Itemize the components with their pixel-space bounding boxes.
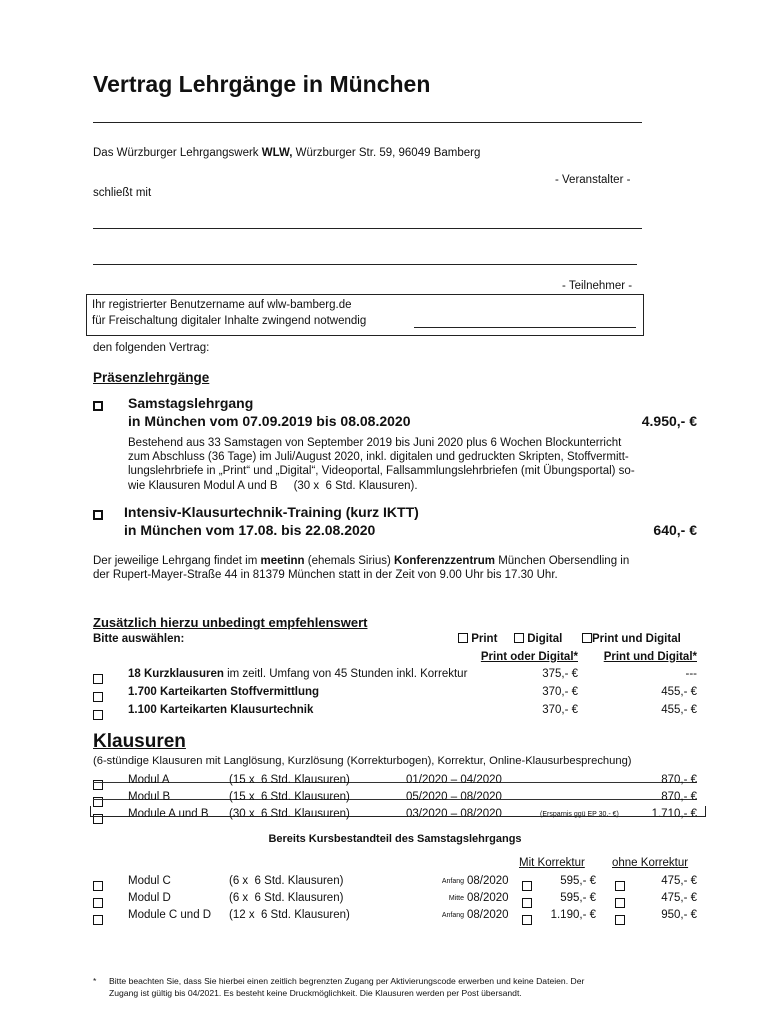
klausur-row-count: (6 x 6 Std. Klausuren) bbox=[229, 875, 344, 887]
klausur-row-start: 08/2020 bbox=[467, 875, 509, 887]
samstag-subtitle: in München vom 07.09.2019 bis 08.08.2020 bbox=[128, 413, 411, 429]
struck-row-count: (15 x 6 Std. Klausuren) bbox=[229, 791, 350, 803]
extra-row-price-2: 455,- € bbox=[661, 686, 697, 698]
klausur-row-checkbox[interactable] bbox=[93, 877, 103, 895]
checkbox-icon bbox=[615, 915, 625, 925]
with-correction-checkbox[interactable] bbox=[522, 911, 532, 929]
klausur-row-price-without: 475,- € bbox=[661, 875, 697, 887]
venue-type: Konferenzzentrum bbox=[394, 555, 495, 567]
participant-address-line[interactable] bbox=[93, 264, 637, 265]
included-note: Bereits Kursbestandteil des Samstagslehrgangs bbox=[268, 833, 522, 845]
struck-row-name: Modul A bbox=[128, 774, 170, 786]
struck-row-period: 05/2020 – 08/2020 bbox=[406, 791, 502, 803]
checkbox-icon bbox=[522, 898, 532, 908]
struck-row-name: Module A und B bbox=[128, 808, 209, 820]
checkbox-icon bbox=[458, 633, 468, 643]
struck-row-price: 870,- € bbox=[661, 791, 697, 803]
klausur-row-start: 08/2020 bbox=[467, 892, 509, 904]
iktt-subtitle: in München vom 17.08. bis 22.08.2020 bbox=[124, 522, 376, 538]
samstag-title: Samstagslehrgang bbox=[128, 395, 254, 411]
klausur-row-price-with: 595,- € bbox=[560, 875, 596, 887]
struck-row-note: (Ersparnis ggü EP 30,- €) bbox=[540, 811, 619, 818]
extra-row-price-1: 370,- € bbox=[542, 686, 578, 698]
klausur-row-name: Modul C bbox=[128, 875, 171, 887]
checkbox-icon bbox=[93, 401, 103, 411]
klausur-row-count: (12 x 6 Std. Klausuren) bbox=[229, 909, 350, 921]
participant-role: - Teilnehmer - bbox=[562, 280, 633, 292]
klausur-row-name: Modul D bbox=[128, 892, 171, 904]
extra-heading: Zusätzlich hierzu unbedingt empfehlenswert bbox=[93, 615, 368, 630]
venue-name: meetinn bbox=[260, 555, 305, 567]
extra-row-title: 18 Kurzklausuren bbox=[128, 668, 224, 680]
struck-row-price: 870,- € bbox=[661, 774, 697, 786]
checkbox-icon bbox=[582, 633, 592, 643]
option-both-label: Print und Digital bbox=[592, 633, 681, 645]
extra-row-checkbox[interactable] bbox=[93, 706, 103, 724]
option-print-label: Print bbox=[471, 633, 498, 645]
organizer-role: - Veranstalter - bbox=[555, 174, 631, 186]
option-digital[interactable] bbox=[514, 633, 562, 645]
klausur-row-start-label: Mitte bbox=[448, 895, 464, 902]
checkbox-icon bbox=[93, 710, 103, 720]
struck-row-count: (15 x 6 Std. Klausuren) bbox=[229, 774, 350, 786]
extra-row-price-1: 375,- € bbox=[542, 668, 578, 680]
organizer-name: WLW, bbox=[261, 147, 293, 159]
option-print[interactable] bbox=[458, 633, 497, 645]
extra-row-checkbox[interactable] bbox=[93, 670, 103, 688]
klausur-row-start-label: Anfang bbox=[441, 878, 464, 885]
with-correction-checkbox[interactable] bbox=[522, 877, 532, 895]
klausur-row-start: 08/2020 bbox=[467, 909, 509, 921]
footnote-line-2: Zugang ist gültig bis 04/2021. Es besteht keine Druckmöglichkeit. Die Klausuren werden per Post übersandt. bbox=[109, 988, 522, 998]
iktt-title: Intensiv-Klausurtechnik-Training (kurz IKTT) bbox=[124, 504, 419, 520]
following-text: den folgenden Vertrag: bbox=[93, 342, 210, 354]
checkbox-icon bbox=[93, 510, 103, 520]
venue-line-2: der Rupert-Mayer-Straße 44 in 81379 München statt in der Zeit von 9.00 Uhr bis 17.30 Uhr. bbox=[93, 569, 558, 581]
page-title: Vertrag Lehrgänge in München bbox=[93, 71, 431, 97]
klausur-row-checkbox[interactable] bbox=[93, 911, 103, 929]
extra-row-label bbox=[128, 704, 313, 716]
extra-row-title: 1.700 Karteikarten Stoffvermittlung bbox=[128, 686, 320, 698]
extra-row-label bbox=[128, 686, 319, 698]
klausuren-heading: Klausuren bbox=[93, 731, 186, 752]
without-correction-checkbox[interactable] bbox=[615, 911, 625, 929]
footnote-mark: * bbox=[93, 976, 97, 986]
username-label-1: Ihr registrierter Benutzername auf wlw-bamberg.de bbox=[92, 299, 352, 311]
klausur-row-price-without: 475,- € bbox=[661, 892, 697, 904]
venue-text: München Obersendling in bbox=[495, 555, 630, 567]
with-correction-checkbox[interactable] bbox=[522, 894, 532, 912]
col-with-correction: Mit Korrektur bbox=[519, 857, 585, 869]
concludes-text: schließt mit bbox=[93, 187, 152, 199]
samstag-checkbox[interactable] bbox=[93, 398, 103, 416]
without-correction-checkbox[interactable] bbox=[615, 877, 625, 895]
checkbox-icon bbox=[93, 898, 103, 908]
klausur-row-checkbox[interactable] bbox=[93, 894, 103, 912]
checkbox-icon bbox=[514, 633, 524, 643]
organizer-address: Würzburger Str. 59, 96049 Bamberg bbox=[292, 147, 481, 159]
struck-row-price: 1.710,- € bbox=[651, 808, 697, 820]
username-input-line[interactable] bbox=[414, 327, 636, 328]
samstag-desc-4: wie Klausuren Modul A und B (30 x 6 Std. Klausuren). bbox=[128, 480, 418, 492]
klausur-row-price-with: 1.190,- € bbox=[550, 909, 596, 921]
extra-row-title: 1.100 Karteikarten Klausurtechnik bbox=[128, 704, 314, 716]
option-digital-label: Digital bbox=[527, 633, 563, 645]
iktt-checkbox[interactable] bbox=[93, 507, 103, 525]
organizer-line bbox=[93, 147, 480, 159]
checkbox-icon bbox=[93, 915, 103, 925]
extra-choose: Bitte auswählen: bbox=[93, 633, 185, 645]
struck-row-checkbox[interactable] bbox=[93, 776, 103, 794]
extra-row-label bbox=[128, 668, 467, 680]
venue-line-1 bbox=[93, 555, 629, 567]
venue-text: (ehemals Sirius) bbox=[304, 555, 395, 567]
klausur-row-name: Module C und D bbox=[128, 909, 212, 921]
checkbox-icon bbox=[93, 692, 103, 702]
extra-row-price-2: --- bbox=[685, 668, 697, 680]
option-both[interactable] bbox=[582, 633, 681, 645]
klausur-row-count: (6 x 6 Std. Klausuren) bbox=[229, 892, 344, 904]
samstag-desc-1: Bestehend aus 33 Samstagen von September 2019 bis Juni 2020 plus 6 Wochen Blockunterricht bbox=[128, 437, 622, 449]
footnote-line-1: Bitte beachten Sie, dass Sie hierbei einen zeitlich begrenzten Zugang per Aktivierungscode erwerben und keine Dateien. Der bbox=[109, 976, 585, 986]
checkbox-icon bbox=[522, 881, 532, 891]
extra-col-2: Print und Digital* bbox=[603, 651, 697, 663]
checkbox-icon bbox=[93, 674, 103, 684]
praesenz-heading: Präsenzlehrgänge bbox=[93, 370, 210, 385]
username-label-2: für Freischaltung digitaler Inhalte zwingend notwendig bbox=[92, 315, 367, 327]
extra-row-price-2: 455,- € bbox=[661, 704, 697, 716]
samstag-desc-2: zum Abschluss (36 Tage) im Juli/August 2020, inkl. digitalen und gedruckten Skripten, Stoffvermitt- bbox=[128, 451, 629, 463]
participant-name-line[interactable] bbox=[93, 228, 642, 229]
klausur-row-price-without: 950,- € bbox=[661, 909, 697, 921]
checkbox-icon bbox=[93, 881, 103, 891]
without-correction-checkbox[interactable] bbox=[615, 894, 625, 912]
struck-row-count: (30 x 6 Std. Klausuren) bbox=[229, 808, 350, 820]
klausuren-subtitle: (6-stündige Klausuren mit Langlösung, Kurzlösung (Korrekturbogen), Korrektur, Online-Klausurbesprechung) bbox=[93, 755, 632, 767]
klausur-row-price-with: 595,- € bbox=[560, 892, 596, 904]
venue-text: Der jeweilige Lehrgang findet im bbox=[93, 555, 261, 567]
extra-row-rest: im zeitl. Umfang von 45 Stunden inkl. Korrektur bbox=[223, 668, 468, 680]
col-without-correction: ohne Korrektur bbox=[612, 857, 689, 869]
bracket bbox=[90, 806, 706, 817]
checkbox-icon bbox=[615, 898, 625, 908]
samstag-desc-3: lungslehrbriefe in „Print“ und „Digital“, Videoportal, Fallsammlungslehrbriefen (mit Übungsportal) so- bbox=[128, 465, 635, 477]
extra-row-checkbox[interactable] bbox=[93, 688, 103, 706]
samstag-price: 4.950,- € bbox=[641, 413, 697, 429]
organizer-prefix: Das Würzburger Lehrgangswerk bbox=[93, 147, 262, 159]
title-divider bbox=[93, 122, 642, 123]
iktt-price: 640,- € bbox=[653, 522, 697, 538]
struck-row-period: 03/2020 – 08/2020 bbox=[406, 808, 502, 820]
extra-col-1: Print oder Digital* bbox=[480, 651, 578, 663]
checkbox-icon bbox=[522, 915, 532, 925]
extra-row-price-1: 370,- € bbox=[542, 704, 578, 716]
struck-row-name: Modul B bbox=[128, 791, 171, 803]
klausur-row-start-label: Anfang bbox=[441, 912, 464, 919]
struck-row-period: 01/2020 – 04/2020 bbox=[406, 774, 502, 786]
checkbox-icon bbox=[615, 881, 625, 891]
